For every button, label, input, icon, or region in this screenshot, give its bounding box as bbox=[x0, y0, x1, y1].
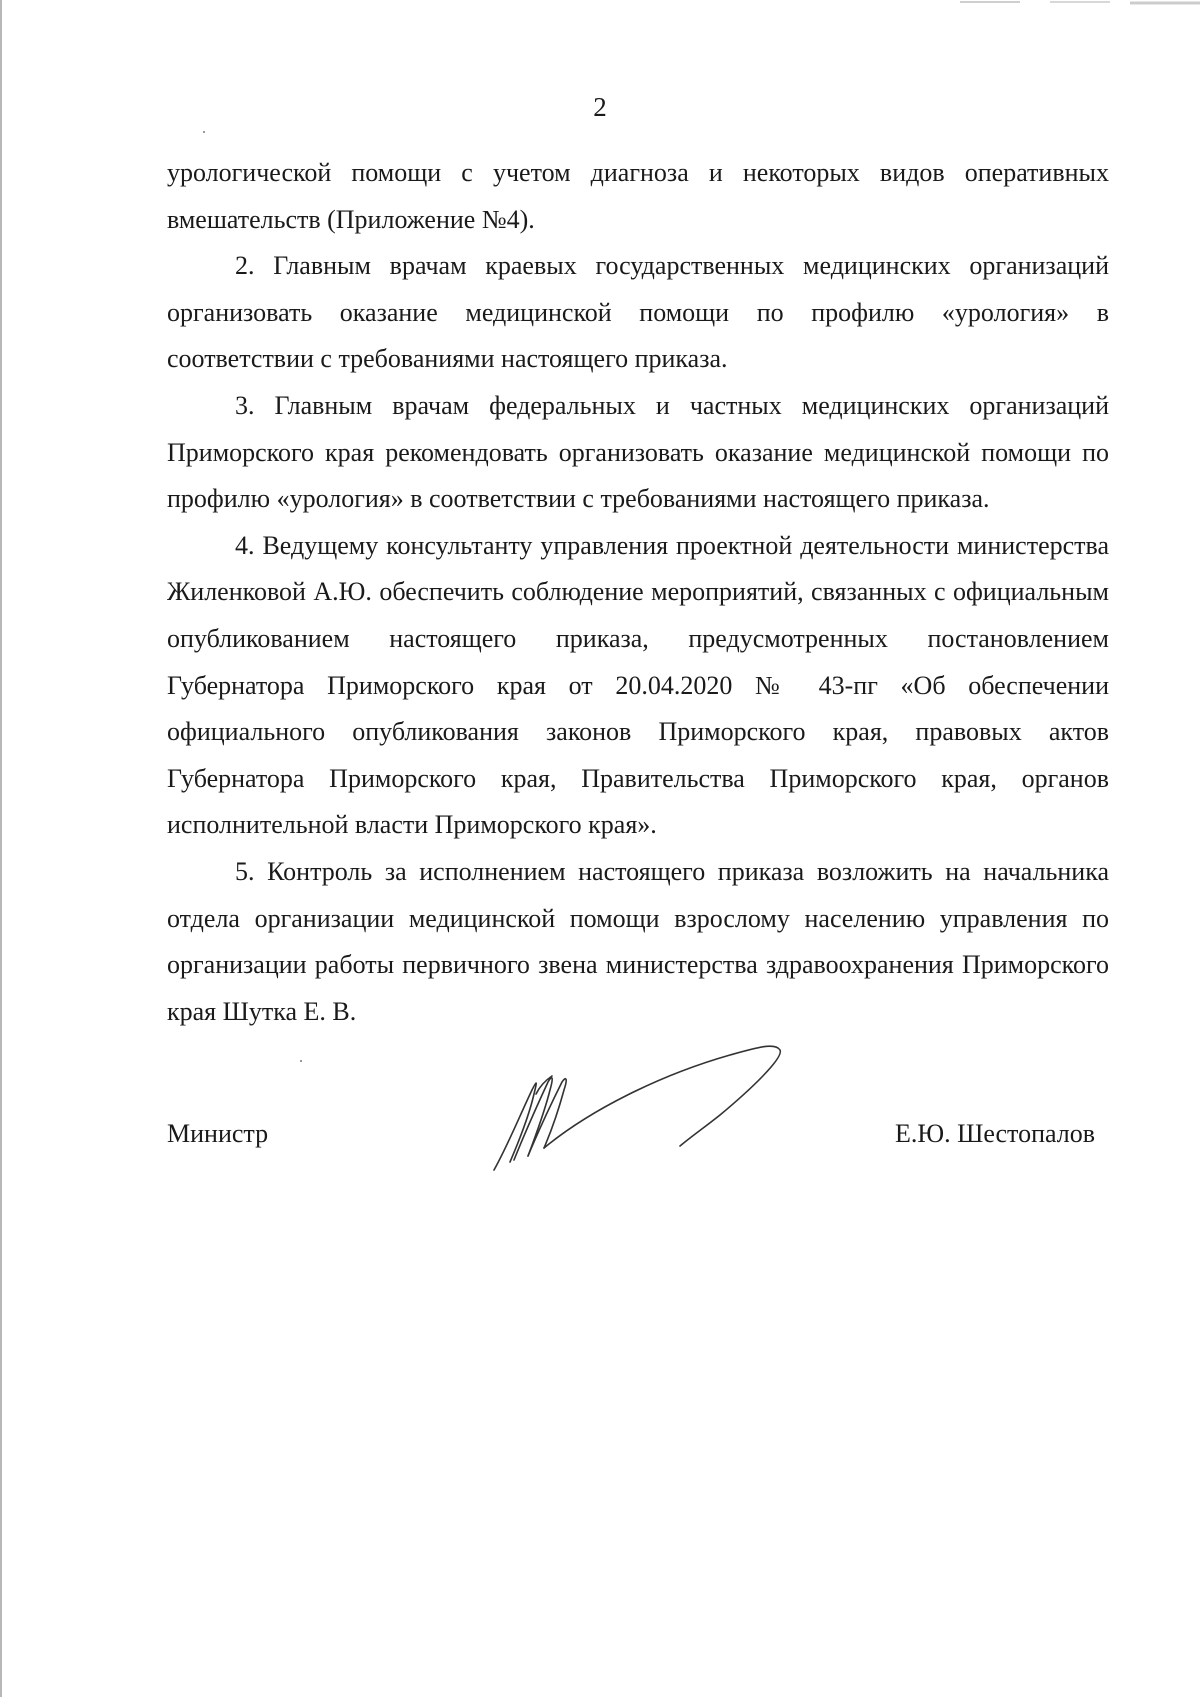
signature-block bbox=[167, 1118, 1095, 1158]
scan-speck bbox=[203, 131, 205, 133]
paragraph-item-5: 5. Контроль за исполнением настоящего приказа возложить на начальника отдела организации медицинской помощи взрослому населению управления по организации работы первичного звена министерства здравоохранения Приморского края Шутка Е. В. bbox=[167, 856, 1109, 1026]
paragraph-continuation: урологической помощи с учетом диагноза и некоторых видов оперативных вмешательств (Приложение №4). bbox=[167, 158, 1109, 234]
document-body bbox=[167, 150, 1109, 1035]
scan-edge bbox=[0, 0, 2, 1697]
paragraph-item-2: 2. Главным врачам краевых государственных медицинских организаций организовать оказание медицинской помощи по профилю «урология» в соответствии с требованиями настоящего приказа. bbox=[167, 251, 1109, 374]
signatory-name: Е.Ю. Шестопалов bbox=[894, 1119, 1095, 1148]
paragraph-item-4: 4. Ведущему консультанту управления проектной деятельности министерства Жиленковой А.Ю. обеспечить соблюдение мероприятий, связанных с официальным опубликованием настоящего приказа, предусмотренных постановлением Губернатора Приморского края от 20.04.2020 № 43-пг «Об обеспечении официального опубликования законов Приморского края, правовых актов Губернатора Приморского края, Правительства Приморского края, органов исполнительной власти Приморского края». bbox=[167, 530, 1109, 840]
page-number: 2 bbox=[593, 92, 607, 122]
scan-corner-marks bbox=[960, 0, 1200, 6]
paragraph-item-3: 3. Главным врачам федеральных и частных медицинских организаций Приморского края рекомендовать организовать оказание медицинской помощи по профилю «урология» в соответствии с требованиями настоящего приказа. bbox=[167, 390, 1109, 514]
signatory-title: Министр bbox=[167, 1119, 269, 1148]
scan-speck bbox=[300, 1060, 302, 1062]
